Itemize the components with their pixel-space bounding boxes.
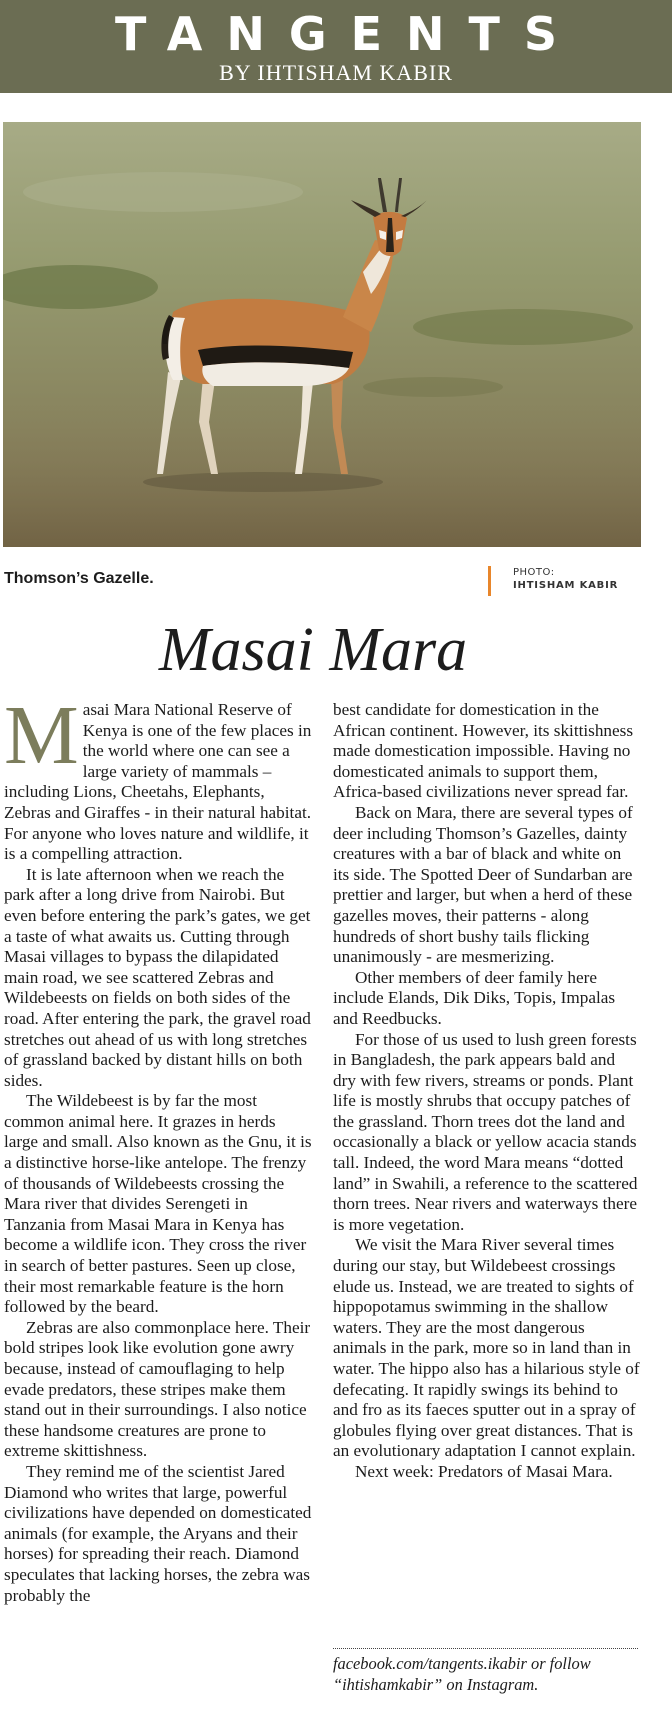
masthead bbox=[0, 0, 672, 93]
article-paragraph: We visit the Mara River several times during our stay, but Wildebeest crossings elude us. Instead, we are treated to sights of hippopotamus swimming in the shallow waters. They are the most dangerous animals in the park, more so in land than in water. The hippo also has a hilarious style of defecating. It rapidly swings its behind to and fro as its faeces sputter out in a spray of globules flying over great distances. That is an evolutionary adaptation I cannot explain. bbox=[333, 1235, 640, 1461]
photo-caption: Thomson’s Gazelle. bbox=[4, 570, 154, 587]
article-paragraph: Next week: Predators of Masai Mara. bbox=[355, 1461, 613, 1481]
article-paragraph: Zebras are also commonplace here. Their bold stripes look like evolution gone awry because, instead of camouflaging to help evade predators, these stripes make them stand out in their surroundings. I also notice these handsome creatures are prone to extreme skittishness. bbox=[4, 1317, 311, 1461]
article-column-left bbox=[4, 689, 313, 1606]
gazelle-photo bbox=[3, 122, 641, 547]
drop-cap: M bbox=[4, 689, 79, 782]
column-title: TANGENTS bbox=[114, 7, 582, 61]
article-paragraph: For those of us used to lush green forests in Bangladesh, the park appears bald and dry with few rivers, streams or ponds. Plant life is mostly shrubs that occupy patches of the grassland. Thorn trees dot the land and occasionally a black or yellow acacia stands tall. Indeed, the word Mara means “dotted land” in Swahili, a reference to the scattered thorn trees. Near rivers and waterways there is more vegetation. bbox=[333, 1029, 638, 1234]
photo-credit-name: IHTISHAM KABIR bbox=[513, 580, 619, 591]
article-paragraph: best candidate for domestication in the African continent. However, its skittishness made domestication impossible. Having no domesticated animals to support them, Africa-based civilizations never spread far. bbox=[333, 700, 634, 802]
footer-divider bbox=[333, 1648, 638, 1649]
byline: BY IHTISHAM KABIR bbox=[219, 60, 453, 85]
article-paragraph: It is late afternoon when we reach the park after a long drive from Nairobi. But even before entering the park’s gates, we get a taste of what awaits us. Cutting through Masai villages to bypass the dilapidated main road, we see scattered Zebras and Wildebeests on fields on both sides of the road. After entering the park, the gravel road stretches out ahead of us with long stretches of grassland backed by distant hills on both sides. bbox=[4, 864, 311, 1090]
author-social-note: facebook.com/tangents.ikabir or follow “ihtishamkabir” on Instagram. bbox=[333, 1654, 591, 1694]
article-column-right bbox=[333, 700, 640, 1483]
article-paragraph: They remind me of the scientist Jared Diamond who writes that large, powerful civilizations have depended on domesticated animals (for example, the Aryans and their horses) for spreading their reach. Diamond speculates that lacking horses, the zebra was probably the bbox=[4, 1461, 312, 1605]
article-paragraph bbox=[4, 689, 313, 865]
article-paragraph: The Wildebeest is by far the most common animal here. It grazes in herds large and small. Also known as the Gnu, it is a distinctive horse-like antelope. The frenzy of thousands of Wildebeests crossing the Mara river that divides Serengeti in Tanzania from Masai Mara in Kenya has become a wildlife icon. They cross the river in search of better pastures. Seen up close, their most remarkable feature is the horn followed by the beard. bbox=[4, 1091, 312, 1317]
article-paragraph: Back on Mara, there are several types of deer including Thomson’s Gazelles, dainty creatures with a bar of black and white on its side. The Spotted Deer of Sundarban are prettier and larger, but when a herd of these gazelles moves, their patterns - along hundreds of short bushy tails flicking unanimously - are mesmerizing. bbox=[333, 802, 633, 967]
photo-credit-label: PHOTO: bbox=[513, 567, 555, 578]
lead-text: asai Mara National Reserve of Kenya is one of the few places in the world where one can see a large variety of mammals – including Lions, Cheetahs, Elephants, Zebras and Giraffes - in their natural habitat. For anyone who loves nature and wildlife, it is a compelling attraction. bbox=[4, 700, 312, 864]
photo-credit bbox=[488, 566, 618, 596]
article-headline: Masai Mara bbox=[158, 616, 468, 684]
article-paragraph: Other members of deer family here include Elands, Dik Diks, Topis, Impalas and Reedbucks. bbox=[333, 967, 616, 1028]
